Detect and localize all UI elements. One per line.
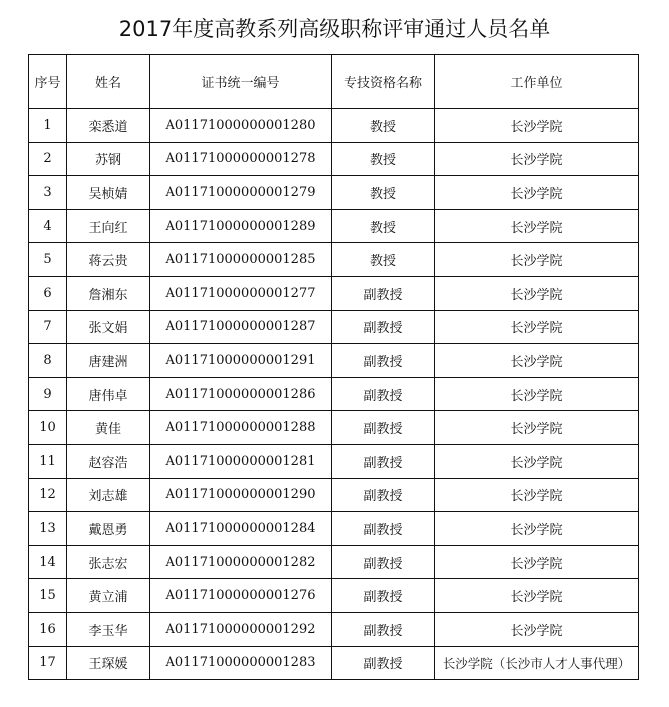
- row-qualification: 教授: [332, 142, 435, 176]
- document-title: 2017年度高教系列高级职称评审通过人员名单: [118, 17, 551, 41]
- row-name: 唐伟卓: [67, 377, 150, 411]
- row-name: 蒋云贵: [67, 243, 150, 277]
- row-seq: 11: [29, 444, 67, 478]
- row-seq: 3: [29, 176, 67, 210]
- row-seq: 9: [29, 377, 67, 411]
- header-cert-no: 证书统一编号: [150, 55, 332, 109]
- row-work-unit: 长沙学院: [435, 545, 639, 579]
- row-name: 吴桢婧: [67, 176, 150, 210]
- table-row: [29, 176, 639, 210]
- row-name: 詹湘东: [67, 276, 150, 310]
- row-seq: 7: [29, 310, 67, 344]
- row-work-unit: 长沙学院: [435, 243, 639, 277]
- row-name: 黄佳: [67, 411, 150, 445]
- row-qualification: 副教授: [332, 377, 435, 411]
- row-name: 唐建洲: [67, 344, 150, 378]
- table-row: [29, 209, 639, 243]
- row-cert-no: A01171000000001282: [150, 545, 332, 579]
- row-cert-no: A01171000000001285: [150, 243, 332, 277]
- row-work-unit: 长沙学院: [435, 377, 639, 411]
- row-work-unit: 长沙学院: [435, 276, 639, 310]
- row-name: 王向红: [67, 209, 150, 243]
- row-qualification: 教授: [332, 243, 435, 277]
- row-cert-no: A01171000000001280: [150, 109, 332, 143]
- row-seq: 14: [29, 545, 67, 579]
- row-cert-no: A01171000000001291: [150, 344, 332, 378]
- row-seq: 15: [29, 579, 67, 613]
- header-seq: 序号: [29, 55, 67, 109]
- row-cert-no: A01171000000001276: [150, 579, 332, 613]
- row-work-unit: 长沙学院（长沙市人才人事代理）: [435, 646, 639, 680]
- table-row: [29, 109, 639, 143]
- row-cert-no: A01171000000001278: [150, 142, 332, 176]
- row-qualification: 副教授: [332, 646, 435, 680]
- row-name: 张文娟: [67, 310, 150, 344]
- row-qualification: 副教授: [332, 579, 435, 613]
- row-work-unit: 长沙学院: [435, 176, 639, 210]
- row-seq: 4: [29, 209, 67, 243]
- row-cert-no: A01171000000001279: [150, 176, 332, 210]
- table-row: [29, 512, 639, 546]
- row-cert-no: A01171000000001292: [150, 612, 332, 646]
- row-work-unit: 长沙学院: [435, 109, 639, 143]
- row-work-unit: 长沙学院: [435, 478, 639, 512]
- table-header-row: [29, 55, 639, 109]
- row-qualification: 教授: [332, 209, 435, 243]
- row-seq: 1: [29, 109, 67, 143]
- row-work-unit: 长沙学院: [435, 411, 639, 445]
- row-seq: 16: [29, 612, 67, 646]
- row-work-unit: 长沙学院: [435, 209, 639, 243]
- table-row: [29, 612, 639, 646]
- row-qualification: 副教授: [332, 612, 435, 646]
- table-row: [29, 478, 639, 512]
- row-work-unit: 长沙学院: [435, 444, 639, 478]
- row-seq: 8: [29, 344, 67, 378]
- table-row: [29, 243, 639, 277]
- row-qualification: 副教授: [332, 512, 435, 546]
- row-name: 李玉华: [67, 612, 150, 646]
- row-qualification: 副教授: [332, 310, 435, 344]
- row-seq: 17: [29, 646, 67, 680]
- approved-personnel-table: [28, 54, 639, 680]
- row-work-unit: 长沙学院: [435, 142, 639, 176]
- row-cert-no: A01171000000001288: [150, 411, 332, 445]
- row-qualification: 教授: [332, 109, 435, 143]
- table-row: [29, 377, 639, 411]
- row-qualification: 副教授: [332, 444, 435, 478]
- table-row: [29, 142, 639, 176]
- header-qualification: 专技资格名称: [332, 55, 435, 109]
- row-name: 戴恩勇: [67, 512, 150, 546]
- row-cert-no: A01171000000001277: [150, 276, 332, 310]
- row-seq: 2: [29, 142, 67, 176]
- row-name: 赵容浩: [67, 444, 150, 478]
- row-work-unit: 长沙学院: [435, 310, 639, 344]
- row-name: 张志宏: [67, 545, 150, 579]
- row-seq: 6: [29, 276, 67, 310]
- table-row: [29, 310, 639, 344]
- row-cert-no: A01171000000001283: [150, 646, 332, 680]
- table-body: [29, 109, 639, 680]
- row-cert-no: A01171000000001290: [150, 478, 332, 512]
- row-seq: 13: [29, 512, 67, 546]
- row-work-unit: 长沙学院: [435, 344, 639, 378]
- row-cert-no: A01171000000001289: [150, 209, 332, 243]
- table-row: [29, 545, 639, 579]
- table-row: [29, 276, 639, 310]
- row-work-unit: 长沙学院: [435, 612, 639, 646]
- row-cert-no: A01171000000001281: [150, 444, 332, 478]
- table-row: [29, 579, 639, 613]
- row-name: 栾悉道: [67, 109, 150, 143]
- table-row: [29, 444, 639, 478]
- table-row: [29, 344, 639, 378]
- row-qualification: 副教授: [332, 411, 435, 445]
- row-name: 王琛媛: [67, 646, 150, 680]
- row-qualification: 副教授: [332, 478, 435, 512]
- row-name: 黄立浦: [67, 579, 150, 613]
- row-cert-no: A01171000000001284: [150, 512, 332, 546]
- row-name: 苏钢: [67, 142, 150, 176]
- row-cert-no: A01171000000001286: [150, 377, 332, 411]
- table-row: [29, 646, 639, 680]
- row-work-unit: 长沙学院: [435, 512, 639, 546]
- header-name: 姓名: [67, 55, 150, 109]
- row-qualification: 教授: [332, 176, 435, 210]
- row-cert-no: A01171000000001287: [150, 310, 332, 344]
- row-qualification: 副教授: [332, 276, 435, 310]
- header-work-unit: 工作单位: [435, 55, 639, 109]
- table-row: [29, 411, 639, 445]
- row-work-unit: 长沙学院: [435, 579, 639, 613]
- row-name: 刘志雄: [67, 478, 150, 512]
- row-seq: 5: [29, 243, 67, 277]
- row-qualification: 副教授: [332, 344, 435, 378]
- row-seq: 10: [29, 411, 67, 445]
- row-seq: 12: [29, 478, 67, 512]
- row-qualification: 副教授: [332, 545, 435, 579]
